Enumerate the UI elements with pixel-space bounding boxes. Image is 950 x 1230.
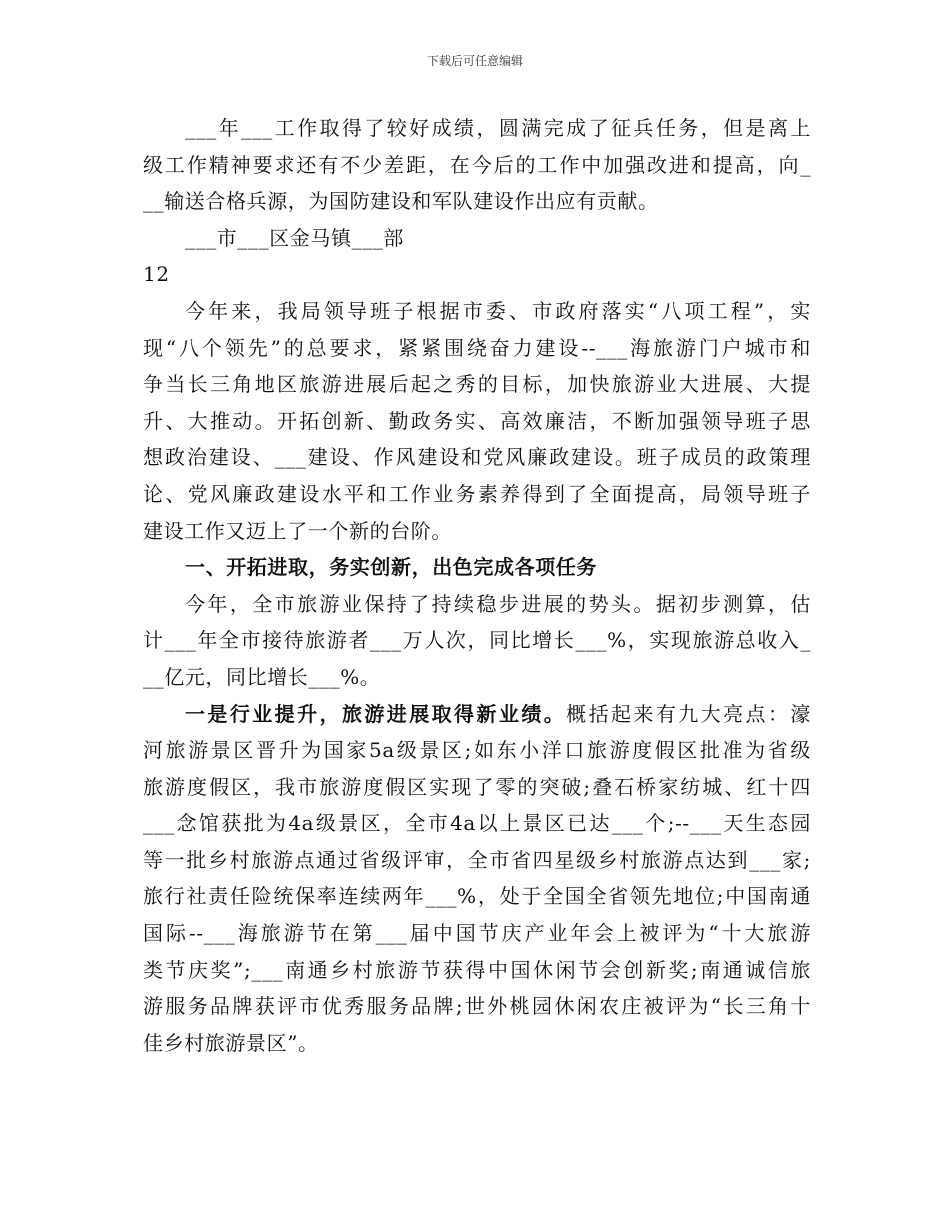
text-line [143, 696, 811, 733]
text-line: 今年，全市旅游业保持了持续稳步进展的势头。据初步测算，估 [185, 591, 811, 616]
text-line: 想政治建设、___建设、作风建设和党风廉政建设。班子成员的政策理 [143, 445, 811, 470]
page-header-note: 下载后可任意编辑 [426, 54, 523, 68]
text-line: __亿元，同比增长___%。 [143, 664, 381, 689]
text-line: ___年___工作取得了较好成绩，圆满完成了征兵任务，但是离上 [185, 116, 811, 140]
text-line: 今年来，我局领导班子根据市委、市政府落实“八项工程”，实 [185, 298, 811, 323]
bold-lead-text: 一是行业提升，旅游进展取得新业绩。 [185, 701, 567, 726]
text-line: 旅行社责任险统保率连续两年___%，处于全国全省领先地位;中国南通 [143, 884, 811, 909]
text-line: ___念馆获批为4a级景区，全市4a以上景区已达___个;--___天生态园 [143, 811, 811, 836]
text-line: 建设工作又迈上了一个新的台阶。 [143, 518, 452, 543]
section-heading: 一、开拓进取，务实创新，出色完成各项任务 [185, 555, 597, 580]
section-number: 12 [143, 262, 170, 287]
text-line: 计___年全市接待旅游者___万人次，同比增长___%，实现旅游总收入_ [143, 628, 811, 653]
text-line-rest: 概括起来有九大亮点：濠 [566, 701, 811, 726]
text-line: __输送合格兵源，为国防建设和军队建设作出应有贡献。 [143, 189, 659, 214]
text-line: 河旅游景区晋升为国家5a级景区;如东小洋口旅游度假区批准为省级 [143, 738, 811, 763]
text-line: 论、党风廉政建设水平和工作业务素养得到了全面提高，局领导班子 [143, 481, 811, 506]
text-line: 游服务品牌获评市优秀服务品牌;世外桃园休闲农庄被评为“长三角十 [143, 994, 811, 1019]
text-line: 国际--___海旅游节在第___届中国节庆产业年会上被评为“十大旅游 [143, 921, 811, 946]
text-line: 等一批乡村旅游点通过省级评审，全市省四星级乡村旅游点达到___家; [143, 847, 811, 872]
document-body [143, 110, 811, 1061]
text-line: 类节庆奖”;___南通乡村旅游节获得中国休闲节会创新奖;南通诚信旅 [143, 957, 811, 982]
text-line: 佳乡村旅游景区”。 [143, 1030, 319, 1055]
text-line: 旅游度假区，我市旅游度假区实现了零的突破;叠石桥家纺城、红十四 [143, 774, 811, 799]
text-line: 现“八个领先”的总要求，紧紧围绕奋力建设--___海旅游门户城市和 [143, 335, 811, 360]
text-line: 级工作精神要求还有不少差距，在今后的工作中加强改进和提高，向_ [143, 152, 811, 177]
text-line: 争当长三角地区旅游进展后起之秀的目标，加快旅游业大进展、大提 [143, 372, 811, 397]
text-line: 升、大推动。开拓创新、勤政务实、高效廉洁，不断加强领导班子思 [143, 408, 811, 433]
signature-line: ___市___区金马镇___部 [185, 225, 404, 250]
